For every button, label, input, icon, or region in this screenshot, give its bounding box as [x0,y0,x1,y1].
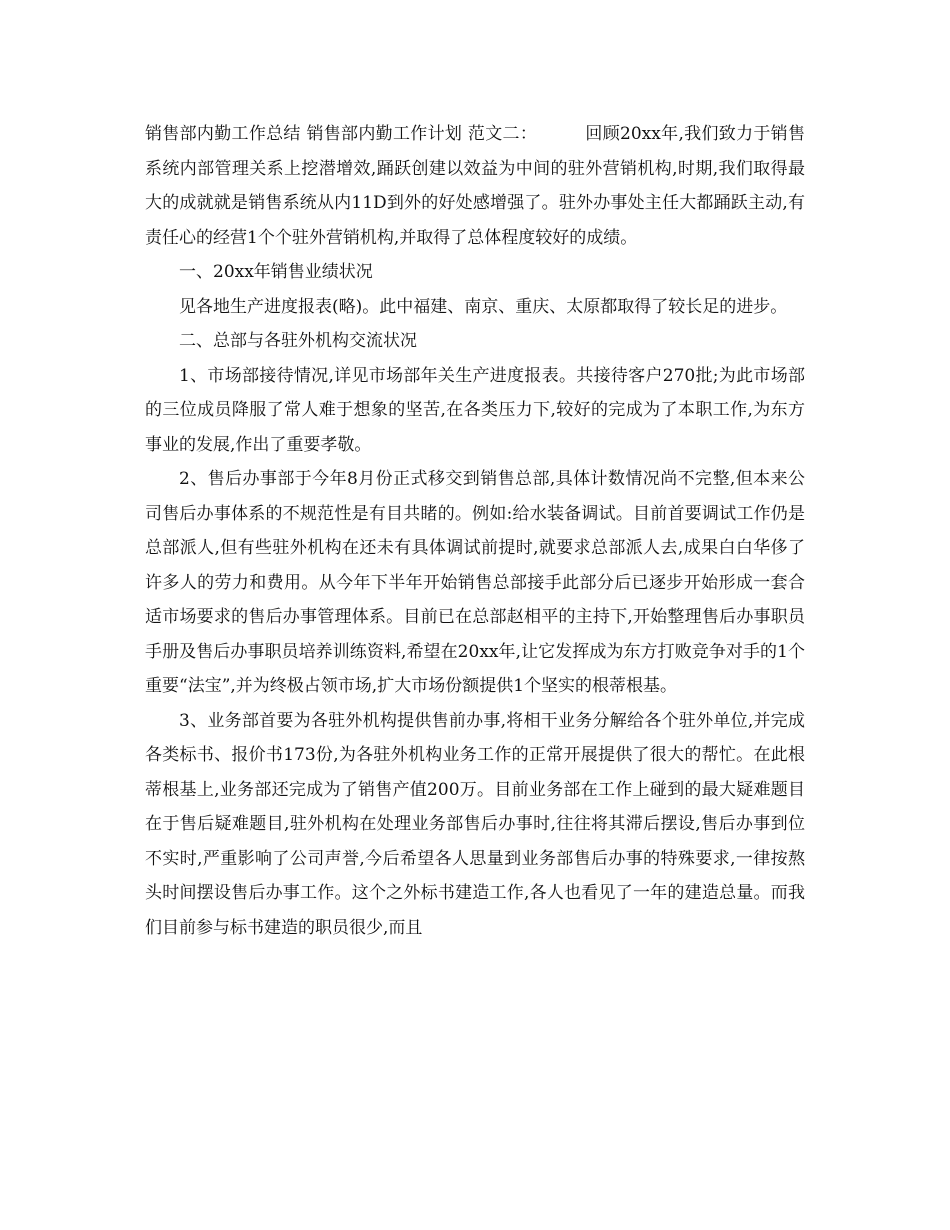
intro-paragraph [145,117,805,255]
section-heading-communication: 二、总部与各驻外机构交流状况 [179,331,417,351]
intro-text: 回顾20xx年,我们致力于销售系统内部管理关系上挖潜增效,踊跃创建以效益为中间的驻外营销机构,时期,我们取得最大的成就就是销售系统从内11D到外的好处感增强了。驻外办事处主任大都踊跃主动,有责任心的经营1个个驻外营销机构,并取得了总体程度较好的成绩。 [145,124,805,248]
item-business-department: 3、业务部首要为各驻外机构提供售前办事,将相干业务分解给各个驻外单位,并完成各类标书、报价书173份,为各驻外机构业务工作的正常开展提供了很大的帮忙。在此根蒂根基上,业务部还完成为了销售产值200万。目前业务部在工作上碰到的最大疑难题目在于售后疑难题目,驻外机构在处理业务部售后办事时,往往将其滞后摆设,售后办事到位不实时,严重影响了公司声誉,今后希望各人思量到业务部售后办事的特殊要求,一律按熬头时间摆设售后办事工作。这个之外标书建造工作,各人也看见了一年的建造总量。而我们目前参与标书建造的职员很少,而且 [145,710,805,938]
item-after-sales-department: 2、售后办事部于今年8月份正式移交到销售总部,具体计数情况尚不完整,但本来公司售后办事体系的不规范性是有目共睹的。例如:给水装备调试。目前首要调试工作仍是总部派人,但有些驻外机构在还未有具体调试前提时,就要求总部派人去,成果白白华侈了许多人的劳力和费用。从今年下半年开始销售总部接手此部分后已逐步开始形成一套合适市场要求的售后办事管理体系。目前已在总部赵相平的主持下,开始整理售后办事职员手册及售后办事职员培养训练资料,希望在20xx年,让它发挥成为东方打败竞争对手的1个重要“法宝”,并为终极占领市场,扩大市场份额提供1个坚实的根蒂根基。 [145,469,805,696]
section-heading-sales-performance: 一、20xx年销售业绩状况 [179,262,373,282]
sales-performance-paragraph: 见各地生产进度报表(略)。此中福建、南京、重庆、太原都取得了较长足的进步。 [179,296,788,317]
item-market-department: 1、市场部接待情况,详见市场部年关生产进度报表。共接待客户270批;为此市场部的三位成员降服了常人难于想象的坚苦,在各类压力下,较好的完成为了本职工作,为东方事业的发展,作出了重要孝敬。 [145,365,805,455]
document-title: 销售部内勤工作总结 销售部内勤工作计划 范文二： [145,124,538,144]
document-body [145,117,805,945]
